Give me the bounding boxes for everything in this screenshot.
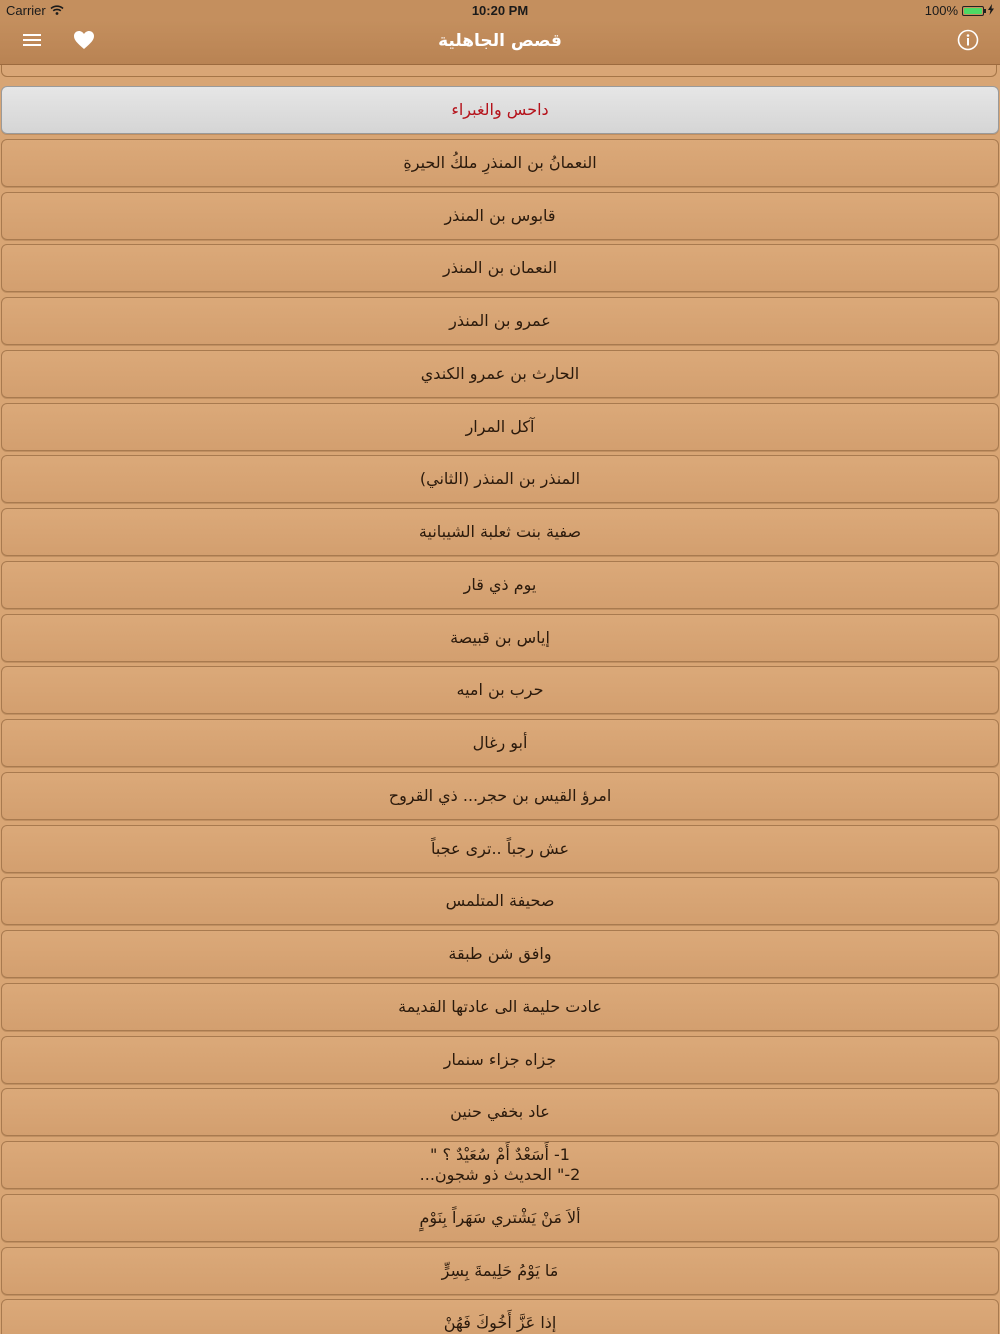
- story-title: ألاَ مَنْ يَشْتري سَهَراً بِنَوْمٍ: [419, 1208, 581, 1227]
- story-title: عادت حليمة الى عادتها القديمة: [398, 997, 602, 1016]
- carrier-label: Carrier: [6, 3, 46, 18]
- story-item[interactable]: [1, 403, 999, 451]
- story-title: عاد بخفي حنين: [450, 1102, 550, 1121]
- story-item[interactable]: [1, 139, 999, 187]
- story-title: امرؤ القيس بن حجر... ذي القروح: [388, 786, 612, 805]
- info-button[interactable]: [954, 28, 982, 56]
- story-item[interactable]: [1, 614, 999, 662]
- story-item[interactable]: [1, 772, 999, 820]
- story-title: المنذر بن المنذر (الثاني): [419, 469, 581, 488]
- battery-percentage: 100%: [924, 3, 958, 18]
- story-item[interactable]: [1, 825, 999, 873]
- story-title: إياس بن قبيصة: [450, 628, 550, 647]
- clock: 10:20 PM: [471, 3, 529, 18]
- story-item[interactable]: [1, 350, 999, 398]
- story-item[interactable]: [1, 1141, 999, 1189]
- story-item[interactable]: [1, 1036, 999, 1084]
- status-bar: [0, 0, 1000, 20]
- story-title: الحارث بن عمرو الكندي: [420, 364, 580, 383]
- story-title: حرب بن اميه: [456, 680, 544, 699]
- story-title: صفية بنت ثعلبة الشيبانية: [418, 522, 582, 541]
- story-item[interactable]: [1, 297, 999, 345]
- story-item-selected[interactable]: [1, 86, 999, 134]
- story-item[interactable]: [1, 877, 999, 925]
- story-item[interactable]: [1, 455, 999, 503]
- story-item[interactable]: [1, 1247, 999, 1295]
- story-item[interactable]: [1, 244, 999, 292]
- story-title: صحيفة المتلمس: [445, 891, 555, 910]
- story-title: النعمان بن المنذر: [442, 258, 558, 277]
- story-list[interactable]: [0, 65, 1000, 1334]
- story-item[interactable]: [1, 1194, 999, 1242]
- story-item[interactable]: [1, 666, 999, 714]
- story-item[interactable]: [1, 1299, 999, 1334]
- navigation-bar: [0, 20, 1000, 65]
- story-title: يوم ذي قار: [463, 575, 537, 594]
- story-title: النعمانُ بن المنذرِ ملكُ الحيرةِ: [403, 153, 597, 172]
- story-item[interactable]: [1, 719, 999, 767]
- story-item[interactable]: [1, 561, 999, 609]
- story-title: عش رجباً ..ترى عجباً: [430, 839, 570, 858]
- story-title: جزاه جزاء سنمار: [443, 1050, 557, 1069]
- story-item[interactable]: [1, 983, 999, 1031]
- story-title: 1- أَسَعْدٌ أَمْ سُعَيْدٌ ؟ " 2-" الحديث ذو شجون...: [419, 1145, 581, 1184]
- info-icon: [957, 29, 979, 55]
- page-title: قصص الجاهلية: [438, 31, 562, 51]
- story-item[interactable]: [1, 508, 999, 556]
- story-title: مَا يَوْمُ حَلِيمةَ بِسِرٍّ: [441, 1261, 559, 1280]
- story-title: داحس والغبراء: [451, 100, 549, 119]
- story-title: إذا عَزَّ أَخُوكَ فَهُنْ: [443, 1313, 557, 1332]
- story-item[interactable]: [1, 1088, 999, 1136]
- battery-indicator: [925, 3, 994, 18]
- story-item[interactable]: [1, 192, 999, 240]
- list-item-partial: [1, 65, 997, 77]
- story-title: عمرو بن المنذر: [449, 311, 551, 330]
- story-title: قابوس بن المنذر: [444, 206, 556, 225]
- battery-icon: [962, 6, 984, 16]
- story-item[interactable]: [1, 930, 999, 978]
- story-title: وافق شن طبقة: [448, 944, 552, 963]
- charging-bolt-icon: [988, 3, 994, 18]
- story-title: آكل المرار: [465, 417, 535, 436]
- story-title: أبو رغال: [472, 733, 528, 752]
